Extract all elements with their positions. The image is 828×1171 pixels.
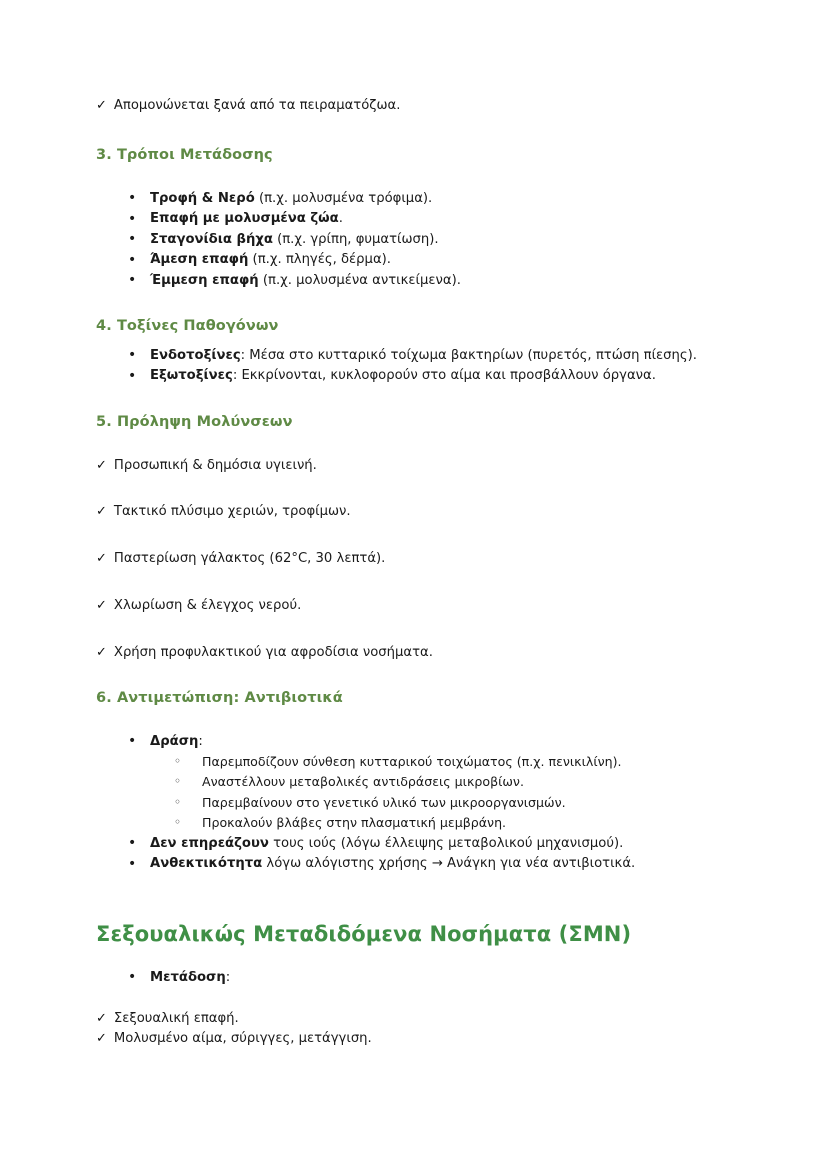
heading-section-5: 5. Πρόληψη Μολύνσεων (96, 413, 293, 430)
prevention-check-text: Προσωπική & δημόσια υγιεινή. (113, 457, 317, 473)
list-item-lead: Σταγονίδια βήχα (150, 231, 273, 247)
std-check-line (96, 1009, 736, 1029)
list-item-rest: : (225, 969, 231, 985)
check-icon: ✓ (96, 551, 107, 567)
list-item-rest: . (338, 211, 343, 227)
std-check-text: Σεξουαλική επαφή. (113, 1011, 239, 1027)
list-item (96, 854, 736, 874)
list-item-rest: (π.χ. γρίπη, φυματίωση). (272, 231, 439, 247)
list-item-lead: Ανθεκτικότητα (150, 856, 263, 872)
list-item-lead: Εξωτοξίνες (150, 368, 233, 384)
std-check-text: Μολυσμένο αίμα, σύριγγες, μετάγγιση. (113, 1031, 372, 1047)
list-item-rest: : Εκκρίνονται, κυκλοφορούν στο αίμα και προσβάλλουν όργανα. (232, 368, 656, 384)
prevention-check-text: Τακτικό πλύσιμο χεριών, τροφίμων. (113, 504, 351, 520)
intro-check-line (96, 96, 736, 116)
section-6-sublist (150, 752, 736, 834)
check-icon: ✓ (96, 1011, 107, 1027)
list-item-rest: (π.χ. πληγές, δέρμα). (248, 252, 391, 268)
std-transmission-list (96, 968, 736, 988)
section-6-list (96, 732, 736, 875)
prevention-check-line (96, 643, 736, 663)
list-item (96, 189, 736, 209)
prevention-check-line (96, 596, 736, 616)
heading-section-3: 3. Τρόποι Μετάδοσης (96, 146, 273, 163)
document-body (96, 96, 736, 1049)
intro-check-text: Απομονώνεται ξανά από τα πειραματόζωα. (113, 98, 401, 113)
section-4-list (96, 346, 736, 387)
list-item-lead: Άμεση επαφή (150, 252, 249, 268)
list-item (96, 209, 736, 229)
list-item-lead: Ενδοτοξίνες (150, 347, 241, 363)
check-icon: ✓ (96, 98, 107, 113)
list-item (96, 346, 736, 366)
sub-list-item: ◦ Αναστέλλουν μεταβολικές αντιδράσεις μικροβίων. (150, 772, 736, 792)
list-item-rest: (π.χ. μολυσμένα αντικείμενα). (258, 272, 461, 288)
prevention-check-text: Χρήση προφυλακτικού για αφροδίσια νοσήματα. (113, 644, 433, 660)
sub-list-item: ◦ Παρεμποδίζουν σύνθεση κυτταρικού τοιχώματος (π.χ. πενικιλίνη). (150, 752, 736, 772)
list-item (96, 250, 736, 270)
check-icon: ✓ (96, 644, 107, 660)
heading-std-section: Σεξουαλικώς Μεταδιδόμενα Νοσήματα (ΣΜΝ) (96, 921, 632, 946)
list-item-rest: : Μέσα στο κυτταρικό τοίχωμα βακτηρίων (πυρετός, πτώση πίεσης). (240, 347, 697, 363)
list-item (96, 968, 736, 988)
check-icon: ✓ (96, 1031, 107, 1047)
list-item-action (96, 732, 736, 834)
prevention-check-text: Χλωρίωση & έλεγχος νερού. (113, 598, 302, 614)
sub-list-item: ◦ Παρεμβαίνουν στο γενετικό υλικό των μικροοργανισμών. (150, 793, 736, 813)
list-item-lead: Δράση (150, 733, 199, 749)
list-item (96, 271, 736, 291)
prevention-check-line (96, 549, 736, 569)
list-item-lead: Μετάδοση (150, 969, 226, 985)
prevention-check-line (96, 502, 736, 522)
sub-list-item: ◦ Προκαλούν βλάβες στην πλασματική μεμβράνη. (150, 813, 736, 833)
list-item-lead: Επαφή με μολυσμένα ζώα (150, 211, 339, 227)
list-item-lead: Δεν επηρεάζουν (150, 835, 269, 851)
heading-section-6: 6. Αντιμετώπιση: Αντιβιοτικά (96, 689, 343, 706)
std-check-line (96, 1029, 736, 1049)
list-item-lead: Τροφή & Νερό (150, 190, 255, 206)
check-icon: ✓ (96, 504, 107, 520)
list-item-rest: λόγω αλόγιστης χρήσης → Ανάγκη για νέα αντιβιοτικά. (262, 856, 636, 872)
list-item (96, 366, 736, 386)
list-item-lead: Έμμεση επαφή (150, 272, 259, 288)
prevention-check-line (96, 456, 736, 476)
heading-section-4: 4. Τοξίνες Παθογόνων (96, 317, 279, 334)
check-icon: ✓ (96, 598, 107, 614)
list-item (96, 230, 736, 250)
list-item-rest: (π.χ. μολυσμένα τρόφιμα). (254, 190, 433, 206)
list-item-rest: τους ιούς (λόγω έλλειψης μεταβολικού μηχανισμού). (268, 835, 624, 851)
list-item-rest: : (198, 733, 203, 749)
list-item (96, 834, 736, 854)
check-icon: ✓ (96, 457, 107, 473)
section-3-list (96, 189, 736, 291)
prevention-check-text: Παστερίωση γάλακτος (62°C, 30 λεπτά). (113, 551, 386, 567)
